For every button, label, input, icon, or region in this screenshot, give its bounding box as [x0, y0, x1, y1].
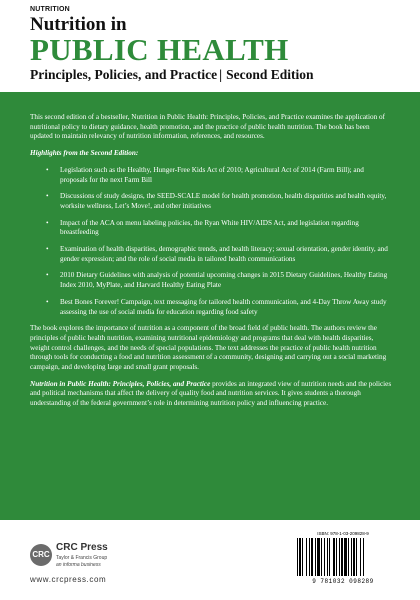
bullet-icon: • [46, 297, 49, 306]
list-item [30, 219, 392, 238]
bullet-icon: • [46, 245, 49, 254]
description [30, 113, 392, 416]
isbn-text: ISBN: 978-1-03-209828-9 [317, 531, 369, 536]
publisher-name: CRC Press [56, 542, 108, 553]
highlight-text: Impact of the ACA on menu labeling policies, the Ryan White HIV/AIDS Act, and legislation regarding breastfeeding [60, 218, 359, 237]
summary-text: provides an integrated view of nutrition needs and the policies and political mechanisms that affect the delivery of quality food and nutrition services. It gives students a thorough understanding of the federal government’s role in determining nutrition policy and influencing practice. [30, 379, 392, 408]
book-title-italic: Nutrition in Public Health: Principles, Policies, and Practice [30, 379, 211, 388]
bullet-icon: • [46, 192, 49, 201]
highlights-list [30, 166, 392, 317]
list-item [30, 245, 392, 264]
crc-logo-icon: CRC [30, 544, 52, 566]
bullet-icon: • [46, 165, 49, 174]
barcode-bars-icon [295, 538, 391, 578]
list-item [30, 166, 392, 185]
list-item [30, 192, 392, 211]
barcode [291, 531, 395, 587]
subtitle-line [30, 67, 313, 82]
explores-paragraph: The book explores the importance of nutrition as a component of the broad field of public health. The authors review the principles of public health nutrition, examining nutritional epidemiology and programs that deal with health disparities, weight control challenges, and the needs of special populations. The text addresses the practice of public health nutrition through tools for conducting a food and nutrition assessment of a community, designing and carrying out a social marketing campaign, and developing large and small grant proposals. [30, 324, 387, 372]
highlight-text: Legislation such as the Healthy, Hunger-Free Kids Act of 2010; Agricultural Act of 2014 (Farm Bill); and proposals for the next Farm Bill [60, 165, 364, 184]
subtitle-divider: | [219, 67, 223, 82]
series-label: NUTRITION [30, 6, 70, 13]
summary-paragraph [30, 380, 392, 409]
publisher-url: www.crcpress.com [30, 575, 107, 584]
barcode-number: 9 781032 098289 [312, 578, 374, 585]
subtitle: Principles, Policies, and Practice [30, 67, 218, 82]
highlight-text: Discussions of study designs, the SEED-SCALE model for health promotion, health disparities and health equity, worksite wellness, Let’s Move!, and other initiatives [60, 192, 387, 210]
publisher-tagline: an informa business [56, 562, 101, 568]
intro-paragraph [30, 113, 392, 142]
list-item [30, 298, 392, 317]
highlights-heading: Highlights from the Second Edition: [30, 149, 139, 158]
edition: Second Edition [226, 67, 314, 82]
bullet-icon: • [46, 271, 49, 280]
highlight-text: Best Bones Forever! Campaign, text messaging for tailored health communication, and 4-Day Throw Away study assessing the use of social media for education regarding food safety [60, 297, 387, 316]
highlight-text: 2010 Dietary Guidelines with analysis of potential upcoming changes in 2015 Dietary Guidelines, Healthy Eating Index 2010, MyPlate, and Harvard Healthy Eating Plate [60, 271, 388, 290]
list-item [30, 271, 392, 290]
title-line-1: Nutrition in [30, 14, 127, 35]
cover-header [0, 0, 420, 92]
title-line-2: PUBLIC HEALTH [30, 32, 289, 67]
publisher-group: Taylor & Francis Group [56, 555, 108, 561]
highlight-text: Examination of health disparities, demographic trends, and health literacy; sexual orientation, gender identity, and gender expression; and the role of social media in tailored health communications [60, 245, 388, 263]
bullet-icon: • [46, 218, 49, 227]
intro-text: This second edition of a bestseller, Nutrition in Public Health: Principles, Policies, and Practice examines the application of nutritional policy to dietary guidance, health promotion, and the practice of public health nutrition. The book has been updated to maintain relevancy of nutrition information, references, and resources. [30, 113, 386, 141]
